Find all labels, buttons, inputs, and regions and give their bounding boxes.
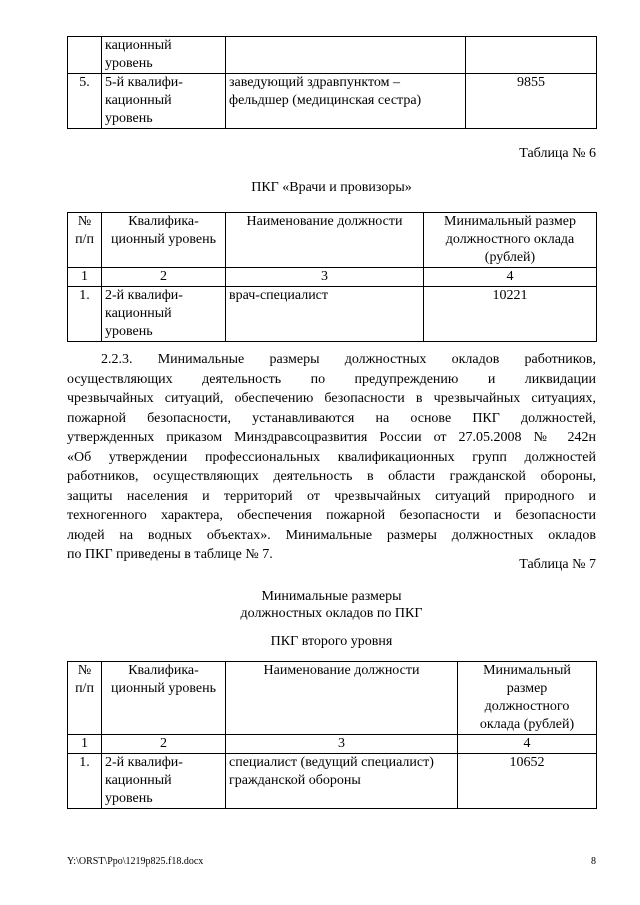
index-cell: 4 [424, 268, 597, 287]
paragraph-line: «Об утверждении профессиональных квалификационных групп должностей [67, 449, 596, 465]
cell-level: 2-й квалифи- кационный уровень [102, 287, 226, 342]
cell-salary: 10221 [424, 287, 597, 342]
header-level: Квалифика- ционный уровень [102, 662, 226, 735]
index-cell: 1 [68, 735, 102, 754]
paragraph-line: защиты населения и территорий от чрезвычайных ситуаций природного и [67, 488, 596, 504]
paragraph-line: 2.2.3. Минимальные размеры должностных окладов работников, [101, 352, 596, 367]
cell-level: 2-й квалифи- кационный уровень [102, 754, 226, 809]
paragraph-line: людей на водных объектах». Минимальные размеры должностных окладов [67, 527, 596, 543]
index-cell: 1 [68, 268, 102, 287]
cell-position: врач-специалист [226, 287, 424, 342]
table-header-row [68, 213, 597, 268]
body-paragraph [67, 350, 596, 565]
cell-salary: 10652 [458, 754, 597, 809]
table-index-row [68, 268, 597, 287]
paragraph-line: пожарной безопасности, устанавливаются на основе ПКГ должностей, [67, 410, 596, 426]
cell-level: 5-й квалифи- кационный уровень [102, 74, 226, 129]
table-row [68, 287, 597, 342]
cell-num: 1. [68, 287, 102, 342]
paragraph-line: утвержденных приказом Минздравсоцразвития России от 27.05.2008 № 242н [67, 430, 596, 445]
table-6-caption: Таблица № 6 [519, 146, 596, 161]
cell-position: специалист (ведущий специалист) гражданской обороны [226, 754, 458, 809]
index-cell: 3 [226, 735, 458, 754]
paragraph-line: работников, осуществляющих деятельность в области гражданской обороны, [67, 469, 596, 484]
header-position: Наименование должности [226, 213, 424, 268]
cell-level: кационный уровень [102, 37, 226, 74]
cell-num: 1. [68, 754, 102, 809]
index-cell: 3 [226, 268, 424, 287]
index-cell: 4 [458, 735, 597, 754]
table-7-subtitle: ПКГ второго уровня [270, 634, 393, 649]
table-7 [67, 661, 597, 809]
table-5-tail [67, 36, 597, 129]
footer-file-path: Y:\ORST\Ppo\1219p825.f18.docx [67, 856, 204, 867]
index-cell: 2 [102, 735, 226, 754]
header-num: № п/п [68, 662, 102, 735]
header-num: № п/п [68, 213, 102, 268]
paragraph-line: осуществляющих деятельность по предупреждению и ликвидации [67, 371, 596, 387]
table-7-title-line1: Минимальные размеры [261, 589, 402, 604]
table-6-title: ПКГ «Врачи и провизоры» [251, 180, 412, 195]
header-position: Наименование должности [226, 662, 458, 735]
table-7-title-line2: должностных окладов по ПКГ [240, 606, 423, 621]
header-level: Квалифика- ционный уровень [102, 213, 226, 268]
cell-position: заведующий здравпунктом – фельдшер (медицинская сестра) [226, 74, 466, 129]
cell-num: 5. [68, 74, 102, 129]
table-7-caption: Таблица № 7 [519, 557, 596, 572]
paragraph-line: по ПКГ приведены в таблице № 7. [67, 547, 273, 562]
footer-page-number: 8 [591, 856, 596, 867]
table-index-row [68, 735, 597, 754]
cell-salary: 9855 [466, 74, 597, 129]
index-cell: 2 [102, 268, 226, 287]
table-row [68, 74, 597, 129]
table-row [68, 37, 597, 74]
table-6 [67, 212, 597, 342]
header-salary: Минимальный размер должностного оклада (рублей) [424, 213, 597, 268]
table-row [68, 754, 597, 809]
paragraph-line: чрезвычайных ситуаций, обеспечению безопасности в чрезвычайных ситуациях, [67, 391, 596, 406]
paragraph-line: техногенного характера, обеспечения пожарной безопасности и безопасности [67, 508, 596, 523]
table-header-row [68, 662, 597, 735]
header-salary: Минимальный размер должностного оклада (рублей) [458, 662, 597, 735]
